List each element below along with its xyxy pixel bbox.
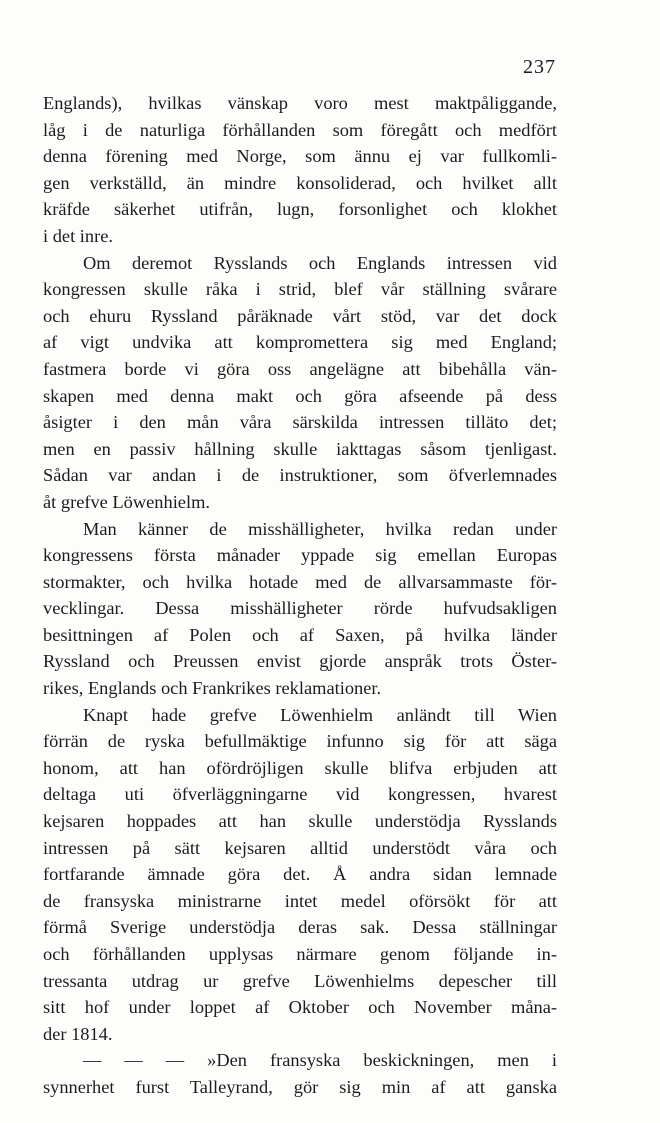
- text-line: stormakter, och hvilka hotade med de allvarsammaste för-: [43, 571, 557, 592]
- text-line: deltaga uti öfverläggningarne vid kongressen, hvarest: [43, 784, 557, 805]
- text-line: synnerhet furst Talleyrand, gör sig min af att ganska: [43, 1076, 557, 1097]
- text-line: intressen på sätt kejsaren alltid understödt våra och: [43, 837, 557, 858]
- text-line: Knapt hade grefve Löwenhielm anländt till Wien: [83, 704, 557, 725]
- text-line: denna förening med Norge, som ännu ej var fullkomli-: [43, 146, 557, 167]
- text-line: skapen med denna makt och göra afseende på dess: [43, 385, 557, 406]
- text-line: och förhållanden upplysas närmare genom följande in-: [43, 944, 557, 964]
- text-line: af vigt undvika att kompromettera sig med England;: [43, 332, 557, 353]
- body-text: [43, 90, 557, 1101]
- text-line: förrän de ryska befullmäktige infunno sig för att säga: [43, 731, 557, 752]
- text-line: tressanta utdrag ur grefve Löwenhielms depescher till: [43, 970, 557, 991]
- text-line: honom, att han ofördröjligen skulle blifva erbjuden att: [43, 757, 557, 778]
- text-line: kongressens första månader yppade sig emellan Europas: [43, 545, 557, 566]
- text-line: kejsaren hoppades att han skulle understödja Rysslands: [43, 811, 557, 832]
- text-line: i det inre.: [43, 225, 113, 246]
- text-line: fastmera borde vi göra oss angelägne att bibehålla vän-: [43, 358, 557, 379]
- text-line: åt grefve Löwenhielm.: [43, 491, 210, 512]
- text-line: sitt hof under loppet af Oktober och November måna-: [43, 997, 557, 1018]
- page-number: 237: [523, 56, 556, 78]
- text-line: — — — »Den fransyska beskickningen, men i: [83, 1050, 557, 1071]
- text-line: förmå Sverige understödja deras sak. Dessa ställningar: [43, 917, 557, 938]
- text-line: de fransyska ministrarne intet medel oförsökt för att: [43, 890, 557, 911]
- text-line: Sådan var andan i de instruktioner, som öfverlemnades: [43, 465, 557, 486]
- text-line: Man känner de misshälligheter, hvilka redan under: [83, 518, 557, 539]
- text-line: och ehuru Ryssland påräknade vårt stöd, var det dock: [43, 305, 557, 326]
- text-line: men en passiv hållning skulle iakttagas såsom tjenligast.: [43, 438, 557, 459]
- text-line: kongressen skulle råka i strid, blef vår ställning svårare: [43, 279, 557, 300]
- text-line: Ryssland och Preussen envist gjorde anspråk trots Öster-: [43, 651, 557, 672]
- text-line: der 1814.: [43, 1023, 113, 1044]
- text-line: Om deremot Rysslands och Englands intressen vid: [83, 252, 557, 273]
- text-line: kräfde säkerhet utifrån, lugn, forsonlighet och klokhet: [43, 199, 557, 220]
- text-line: vecklingar. Dessa misshälligheter rörde hufvudsakligen: [43, 598, 557, 619]
- text-line: besittningen af Polen och af Saxen, på hvilka länder: [43, 624, 557, 645]
- text-line: fortfarande ämnade göra det. Å andra sidan lemnade: [43, 864, 557, 885]
- text-line: rikes, Englands och Frankrikes reklamationer.: [43, 678, 382, 699]
- text-line: låg i de naturliga förhållanden som föregått och medfört: [43, 119, 557, 140]
- text-line: åsigter i den mån våra särskilda intressen tilläto det;: [43, 412, 557, 433]
- text-line: gen verkställd, än mindre konsoliderad, och hvilket allt: [43, 172, 557, 193]
- text-line: Englands), hvilkas vänskap voro mest maktpåliggande,: [43, 93, 557, 113]
